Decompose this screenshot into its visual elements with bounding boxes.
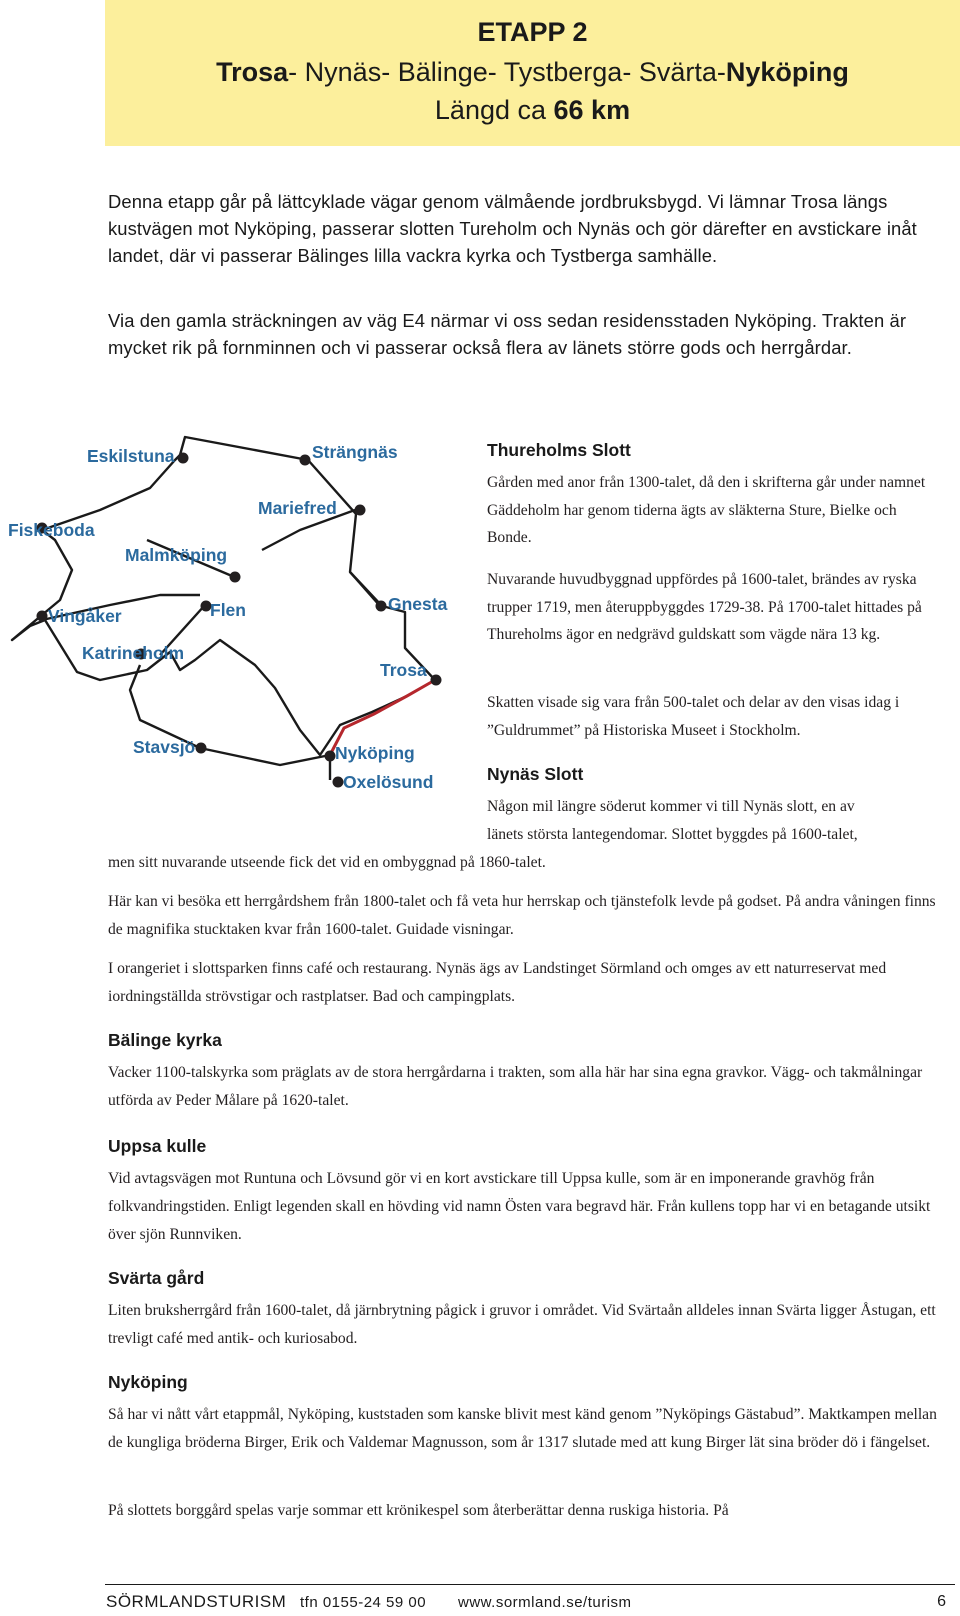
map-dot-mariefred <box>355 505 366 516</box>
nynas-line-1: Någon mil längre söderut kommer vi till Nynäs slott, en av <box>487 798 855 815</box>
length-value: 66 km <box>553 95 631 125</box>
footer-rule <box>105 1584 955 1585</box>
thureholm-heading: Thureholms Slott <box>487 440 631 460</box>
map-label-oxelosund: Oxelösund <box>343 772 434 792</box>
map-dot-stavsjo <box>196 743 207 754</box>
map-label-mariefred: Mariefred <box>258 498 337 518</box>
nykoping-heading: Nyköping <box>108 1372 188 1392</box>
footer-brand: SÖRMLANDSTURISM <box>106 1592 287 1611</box>
road-stavsjo-nykoping <box>200 748 330 765</box>
map-label-flen: Flen <box>210 600 246 620</box>
map-dot-trosa <box>431 675 442 686</box>
nykoping-paragraph-1: Så har vi nått vårt etappmål, Nyköping, kuststaden som kanske blivit mest känd genom ”Nyköpings Gästabud”. Maktkampen mellan de kungliga bröderna Birger, Erik och Valdemar Magnusson, som år 1317 slutade med att kung Birger lät sina bröder dö i fängelset. <box>108 1406 937 1451</box>
uppsa-text: Vid avtagsvägen mot Runtuna och Lövsund gör vi en kort avstickare till Uppsa kulle, som är en imponerande gravhög från folkvandringstiden. Enligt legenden skall en hövding vid namn Östen vara begravd här. Från kullens topp har vi en betagande utsikt över sjön Runnviken. <box>108 1170 931 1243</box>
footer-web-link[interactable]: www.sormland.se/turism <box>458 1594 632 1611</box>
uppsa-heading: Uppsa kulle <box>108 1136 207 1156</box>
nynas-paragraph-2: Här kan vi besöka ett herrgårdshem från 1800-talet och få veta hur herrskap och tjänstefolk levde på godset. På andra våningen finns de magnifika stucktaken kvar från 1600-talet. Guidade visningar. <box>108 893 936 938</box>
map-label-strangnas: Strängnäs <box>312 442 398 462</box>
map-label-eskilstuna: Eskilstuna <box>87 446 175 466</box>
map-dot-gnesta <box>376 601 387 612</box>
nynas-line-2: länets största lantegendomar. Slottet byggdes på 1600-talet, <box>487 826 858 843</box>
route-map-graphic <box>0 430 470 830</box>
map-label-gnesta: Gnesta <box>388 594 448 614</box>
route-start: Trosa <box>216 57 289 87</box>
route-map <box>0 430 470 830</box>
route-title <box>105 54 960 90</box>
route-end: Nyköping <box>725 57 849 87</box>
length-prefix: Längd ca <box>434 95 554 125</box>
map-label-stavsjo: Stavsjö <box>133 737 196 757</box>
map-dot-vingaker <box>37 611 48 622</box>
map-dot-strangnas <box>300 455 311 466</box>
header-banner <box>105 0 960 146</box>
nynas-paragraph-3: I orangeriet i slottsparken finns café och restaurang. Nynäs ägs av Landstinget Sörmland och omges av ett naturreservat med iordningställda strövstigar och rastplatser. Bad och campingplats. <box>108 960 887 1005</box>
route-length <box>105 92 960 128</box>
nynas-heading: Nynäs Slott <box>487 764 584 784</box>
map-label-vingaker: Vingåker <box>48 606 122 626</box>
footer-phone: tfn 0155-24 59 00 <box>300 1594 427 1611</box>
map-label-malmkoping: Malmköping <box>125 545 228 565</box>
map-label-fiskeboda: Fiskeboda <box>8 520 95 540</box>
map-label-trosa: Trosa <box>380 660 427 680</box>
thureholm-paragraph-3: Skatten visade sig vara från 500-talet och delar av den visas idag i ”Guldrummet” på Historiska Museet i Stockholm. <box>487 694 900 739</box>
thureholm-paragraph-2: Nuvarande huvudbyggnad uppfördes på 1600-talet, brändes av ryska trupper 1719, men återuppbyggdes 1729-38. På 1700-talet hittades på Thureholms ägor en nedgrävd guldskatt som vägde nära 13 kg. <box>487 571 922 643</box>
footer <box>106 1592 956 1614</box>
balinge-text: Vacker 1100-talskyrka som präglats av de stora herrgårdarna i trakten, som alla här har sina egna gravkor. Vägg- och takmålningar utförda av Peder Målare på 1620-talet. <box>108 1064 923 1109</box>
page-number: 6 <box>937 1593 946 1610</box>
map-dot-malmkoping <box>230 572 241 583</box>
etapp-title: ETAPP 2 <box>477 17 588 47</box>
svarta-text: Liten bruksherrgård från 1600-talet, då järnbrytning pågick i gruvor i området. Vid Svärtaån alldeles innan Svärta ligger Åstugan, ett trevligt café med antik- och kuriosabod. <box>108 1302 936 1347</box>
map-dot-oxelosund <box>333 777 344 788</box>
map-label-katrineholm: Katrineholm <box>82 643 185 663</box>
svarta-heading: Svärta gård <box>108 1268 205 1288</box>
map-label-nykoping: Nyköping <box>335 743 415 763</box>
intro-paragraph-2: Via den gamla sträckningen av väg E4 närmar vi oss sedan residensstaden Nyköping. Trakten är mycket rik på fornminnen och vi passerar också flera av länets större gods och herrgårdar. <box>108 310 907 358</box>
map-dot-eskilstuna <box>178 453 189 464</box>
thureholm-paragraph-1: Gården med anor från 1300-talet, då den i skrifterna går under namnet Gäddeholm har genom tiderna ägts av släkterna Sture, Bielke och Bonde. <box>487 474 926 546</box>
nykoping-paragraph-2: På slottets borggård spelas varje sommar ett krönikespel som återberättar denna ruskiga historia. På <box>108 1502 729 1519</box>
road-katrineholm-stavsjo <box>130 665 200 748</box>
route-middle: - Nynäs- Bälinge- Tystberga- Svärta- <box>288 57 726 87</box>
nynas-line-3: men sitt nuvarande utseende fick det vid en ombyggnad på 1860-talet. <box>108 854 546 871</box>
balinge-heading: Bälinge kyrka <box>108 1030 222 1050</box>
map-dot-nykoping <box>325 751 336 762</box>
intro-paragraph-1: Denna etapp går på lättcyklade vägar genom välmående jordbruksbygd. Vi lämnar Trosa längs kustvägen mot Nyköping, passerar slotten Tureholm och Nynäs och gör därefter en avstickare inåt landet, där vi passerar Bälinges lilla vackra kyrka och Tystberga samhälle. <box>108 191 917 266</box>
road-gnesta-link <box>350 572 380 606</box>
